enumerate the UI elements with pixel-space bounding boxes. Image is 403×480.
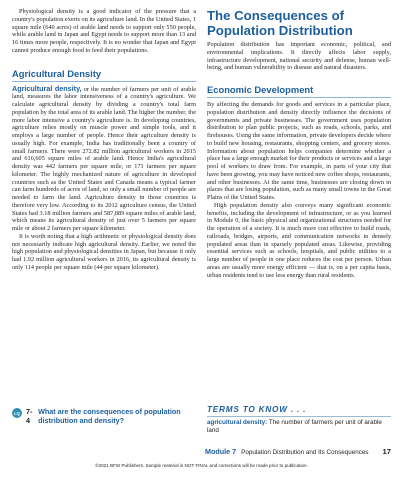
footer-module-label: Module 7 [204, 447, 237, 456]
section-heading-agricultural-density: Agricultural Density [12, 67, 102, 79]
learning-question-text: What are the consequences of population distribution and density? [38, 407, 181, 425]
chapter-intro-paragraph: Population distribution has important economic, political, and environmental implications. It directly affects labor supply, infrastructure development, national security and defense, human well-being, and human vulnerability to disease and natural disasters. [207, 41, 391, 72]
glossary-entry [207, 419, 391, 434]
run-in-term: Agricultural density, [12, 83, 82, 93]
economic-development-paragraph: By affecting the demands for goods and services in a particular place, population distribution and density directly influence the decisions of governments and private businesses. The government uses population distribution to plan public projects, such as roads, schools, parks, and firehouses. Using the same information, private developers decide where to build new housing, restaurants, shopping centers, and grocery stores. Information about population helps companies determine whether a place has a large enough market for their products or services and a large pool of workers to draw from. For example, in parts of your city that have been growing, you may have noticed new coffee shops, restaurants, and other businesses. At the same time, businesses are closing down in places that are losing population, such as many small towns in the Great Plains of the United States. [207, 101, 391, 201]
learning-question-number: 7-4 [26, 407, 33, 425]
learning-question-badge: LQ [12, 408, 22, 418]
agricultural-density-paragraph [12, 85, 196, 233]
left-column [12, 8, 196, 272]
terms-to-know-divider [207, 416, 391, 417]
terms-to-know-heading: TERMS TO KNOW . . . [207, 405, 307, 414]
paragraph-text: or the number of farmers per unit of arable land, measures the labor intensiveness of a country's agriculture. We calculate agricultural density by dividing a country's total farm population by the total area of its arable land. The higher the number, the more labor intensive a country's agriculture is. In developing countries, agriculture relies mostly on muscle power and simple tools, and it employs a large number of people. Hence their agriculture density is usually high. For example, India has traditionally been a country of small farmers. There were 272.82 million agricultural workers in 2015 and 616,605 square miles of arable land. Hence India's agricultural density was 442 farmers per square mile, or 171 farmers per square kilometer. The highly mechanized nature of agriculture in developed countries such as the United States and Canada means a typical farmer can farm hundreds of acres of land, so only a small number of people are needed to farm the land. Agriculture density in those countries is therefore very low. According to its 2012 agriculture census, the United States had 3.18 million farmers and 587,889 square miles of arable land, which means its agricultural density of just over 5 farmers per square mile or about 2 farmers per square kilometer. [12, 85, 196, 232]
copyright-notice: ©2021 BFW Publishers. Sample material is NOT FINAL and corrections will be made prior to publication. [95, 463, 308, 468]
footer-module-title: Population Distribution and Its Consequences [241, 449, 369, 456]
section-divider [207, 97, 391, 98]
glossary-definition: The number of farmers per unit of arable land [207, 419, 382, 434]
glossary-term: agricultural density: [207, 419, 268, 426]
agricultural-density-paragraph-2: It is worth noting that a high arithmetic or physiological density does not necessarily indicate high agricultural density. Earlier, we noted the high population and physiological densities in Japan, but because it only had 1.92 million agricultural workers in 2016, its agricultural density is only 114 people per square mile (44 per square kilometer). [12, 232, 196, 271]
learning-question [12, 407, 196, 425]
intro-paragraph: Physiological density is a good indicator of the pressure that a country's population exerts on its agriculture land. In the United States, 1 square mile (640 acres) of arable land needs to support only 550 people, while arable land in Japan and Egypt needs to support more than 13 and 16 times more people, respectively. It is no wonder that Japan and Egypt cannot produce enough food to feed their populations. [12, 8, 196, 54]
economic-development-paragraph-2: High population density also conveys many significant economic benefits, including the development of infrastructure, or as you learned in Module 0, the basic physical and organizational structures needed for the operation of a society. It is much more cost effective to build roads, railroads, bridges, airports, and communication networks in densely populated areas than in sparsely populated areas. Likewise, providing essential services such as schools, hospitals, and public utilities to a large number of people in one place reduces the cost per person. Urban areas are usually more energy efficient — that is, on a per capita basis, urban residents tend to use less energy than rural residents. [207, 201, 391, 279]
terms-to-know-box [207, 405, 391, 434]
section-divider [12, 81, 196, 82]
right-column [207, 8, 391, 279]
page-number: 17 [382, 447, 391, 456]
section-heading-economic-development: Economic Development [207, 84, 314, 95]
chapter-title: The Consequences of Population Distribution [207, 8, 353, 38]
